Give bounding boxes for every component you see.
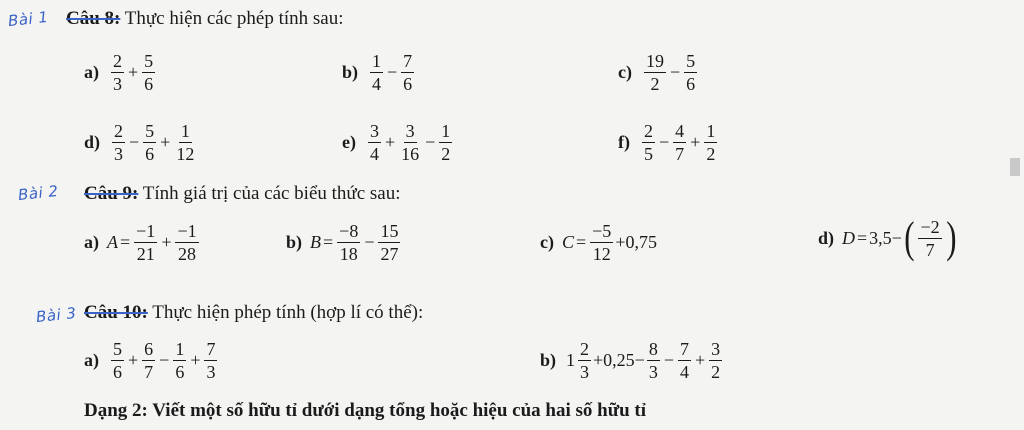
fraction [684, 52, 697, 93]
numerator: 7 [206, 339, 216, 359]
operator: − [387, 62, 398, 82]
q8-e-label: e) [342, 132, 356, 152]
q10-b-label: b) [540, 350, 557, 370]
denominator: 6 [144, 74, 154, 94]
q8-a-label: a) [84, 62, 99, 82]
fraction [647, 340, 660, 381]
numerator: 15 [380, 221, 399, 241]
fraction [704, 122, 717, 163]
fraction [439, 122, 452, 163]
q8-item-c [618, 52, 699, 93]
numerator: 1 [175, 339, 185, 359]
denominator: 16 [401, 144, 420, 164]
numerator: −8 [339, 221, 359, 241]
fraction [709, 340, 722, 381]
expression-middle: +0,25− [593, 350, 645, 370]
numerator: 4 [675, 121, 685, 141]
denominator: 2 [711, 362, 721, 382]
q10-a-label: a) [84, 350, 99, 370]
fraction [399, 122, 421, 163]
fraction [678, 340, 691, 381]
numerator: −2 [920, 216, 940, 237]
numerator: 1 [441, 121, 451, 141]
operator: − [129, 132, 140, 152]
denominator: 4 [679, 362, 689, 382]
operator: + [694, 350, 706, 370]
q8-d-label: d) [84, 132, 101, 152]
left-parenthesis: ( [904, 213, 915, 262]
q9-a-label: a) [84, 232, 99, 252]
operator: − [425, 132, 436, 152]
fraction [142, 52, 155, 93]
denominator: 2 [441, 144, 451, 164]
equals-sign: = [323, 232, 334, 252]
q8-c-label: c) [618, 62, 632, 82]
denominator: 2 [706, 144, 716, 164]
q9-b-label: b) [286, 232, 303, 252]
fraction [644, 52, 666, 93]
q8-item-a [84, 52, 157, 93]
mixed-number-integer: 1 [566, 350, 576, 370]
numerator: 5 [145, 121, 155, 141]
denominator: 4 [372, 74, 382, 94]
q8-item-b [342, 52, 416, 93]
numerator: 5 [113, 339, 122, 359]
operator: − [159, 350, 170, 370]
denominator: 4 [369, 144, 379, 164]
denominator: 6 [113, 362, 122, 382]
numerator: 3 [711, 339, 721, 359]
fraction [111, 52, 124, 93]
numerator: 2 [114, 121, 124, 141]
q9-item-b [286, 222, 402, 263]
q8-heading-label: Câu 8: [66, 8, 121, 29]
denominator: 7 [144, 362, 154, 382]
denominator: 6 [403, 74, 413, 94]
variable: D [842, 227, 856, 248]
fraction [337, 222, 360, 263]
fraction [578, 340, 591, 381]
numerator: 5 [686, 51, 696, 71]
operator: − [659, 132, 670, 152]
operator: + [128, 350, 139, 370]
operator: + [160, 132, 171, 152]
fraction [204, 340, 217, 381]
fraction [401, 52, 414, 93]
numerator: 7 [403, 51, 413, 71]
operator: − [663, 350, 674, 370]
operator: + [384, 132, 396, 152]
numerator: 2 [580, 339, 590, 359]
numerator: −5 [592, 221, 612, 241]
q8-b-label: b) [342, 62, 359, 82]
q9-heading-label: Câu 9: [84, 183, 139, 204]
denominator: 6 [175, 362, 185, 382]
numerator: 3 [369, 121, 379, 141]
denominator: 12 [176, 144, 195, 164]
q9-item-a [84, 222, 201, 263]
fraction [368, 122, 381, 163]
denominator: 21 [136, 244, 155, 264]
q10-heading-label: Câu 10: [84, 302, 148, 323]
denominator: 2 [650, 74, 660, 94]
dang2-heading: Dạng 2: Viết một số hữu tỉ dưới dạng tổng hoặc hiệu của hai số hữu tỉ [84, 400, 647, 421]
q8-f-label: f) [618, 132, 630, 152]
expression-tail: +0,75 [615, 232, 657, 252]
equals-sign: = [120, 232, 131, 252]
fraction [918, 218, 941, 259]
operator: + [190, 350, 201, 370]
q8-heading-text: Thực hiện các phép tính sau: [120, 8, 344, 29]
q9-heading [84, 183, 401, 205]
variable: C [561, 232, 574, 252]
numerator: 3 [405, 121, 415, 141]
denominator: 7 [925, 239, 935, 260]
operator: + [128, 62, 139, 82]
fraction [642, 122, 655, 163]
q9-d-label: d) [818, 227, 835, 248]
fraction [112, 122, 125, 163]
q8-heading [66, 8, 343, 30]
numerator: 1 [180, 121, 190, 141]
q9-heading-text: Tính giá trị của các biểu thức sau: [138, 183, 401, 204]
scrollbar-thumb[interactable] [1010, 158, 1020, 176]
fraction [175, 222, 198, 263]
denominator: 3 [113, 74, 122, 94]
q10-item-b [540, 340, 724, 381]
handwritten-bai3-annotation: Bài 3 [35, 303, 78, 327]
denominator: 27 [380, 244, 399, 264]
fraction [142, 340, 155, 381]
q10-heading-text: Thực hiện phép tính (hợp lí có thể): [147, 302, 424, 323]
denominator: 3 [114, 144, 124, 164]
q8-item-d [84, 122, 198, 163]
numerator: 19 [645, 51, 664, 71]
q9-item-c [540, 222, 657, 263]
denominator: 18 [339, 244, 358, 264]
fraction [134, 222, 157, 263]
q8-item-e [342, 122, 454, 163]
numerator: −1 [136, 221, 156, 241]
numerator: −1 [177, 221, 197, 241]
q8-item-f [618, 122, 719, 163]
expression-prefix: 3,5− [869, 227, 902, 248]
fraction [590, 222, 613, 263]
denominator: 3 [648, 362, 658, 382]
numerator: 7 [679, 339, 689, 359]
denominator: 3 [206, 362, 216, 382]
equals-sign: = [857, 227, 868, 248]
fraction [370, 52, 383, 93]
numerator: 2 [644, 121, 653, 141]
q10-heading [84, 302, 423, 324]
fraction [378, 222, 400, 263]
numerator: 5 [144, 51, 154, 71]
numerator: 2 [113, 51, 122, 71]
denominator: 12 [592, 244, 611, 264]
denominator: 3 [580, 362, 590, 382]
numerator: 1 [706, 121, 716, 141]
denominator: 6 [686, 74, 696, 94]
denominator: 28 [178, 244, 197, 264]
fraction [174, 122, 196, 163]
q9-item-d [818, 213, 958, 262]
handwritten-bai2-annotation: Bài 2 [17, 181, 60, 205]
variable: B [310, 232, 322, 252]
variable: A [107, 232, 118, 252]
fraction [173, 340, 186, 381]
numerator: 8 [648, 339, 658, 359]
fraction [673, 122, 686, 163]
denominator: 7 [675, 144, 685, 164]
fraction [143, 122, 156, 163]
equals-sign: = [576, 232, 587, 252]
q10-item-a [84, 340, 219, 381]
operator: − [364, 232, 375, 252]
denominator: 5 [644, 144, 653, 164]
operator: − [669, 62, 681, 82]
handwritten-bai1-annotation: Bài 1 [7, 7, 50, 31]
denominator: 6 [145, 144, 155, 164]
numerator: 1 [372, 51, 382, 71]
right-parenthesis: ) [945, 213, 957, 262]
numerator: 6 [144, 339, 154, 359]
operator: + [161, 232, 172, 252]
operator: + [690, 132, 701, 152]
q9-c-label: c) [540, 232, 554, 252]
fraction [111, 340, 124, 381]
